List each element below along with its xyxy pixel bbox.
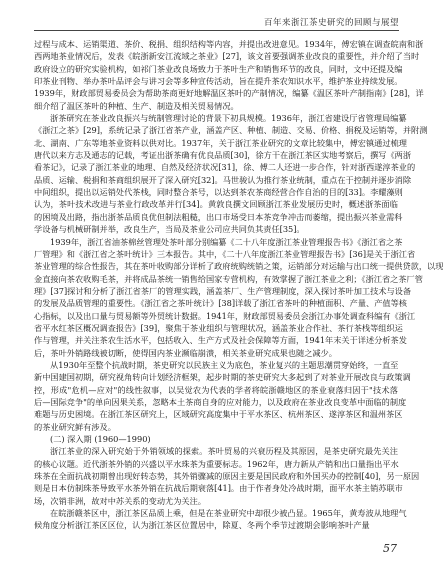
text-line: 作与管理，并关注茶农生活水平，包括收入、生产方式及社会保障等方面，1941年末关于详述分析茶发	[34, 335, 407, 346]
text-line: 细介绍了温区茶叶的种植、生产、制造及相关贸易情况。	[34, 100, 239, 111]
text-line: 从1930年至整个抗战时期，茶史研究以民族主义为底色，茶业复兴的主题思潮贯穿始终，一直至	[50, 359, 399, 370]
text-line: 心指标，以及出口量与贸易额等外贸统计数据。1941年，财政部贸易委员会浙江办事处调查科编有《浙江	[34, 310, 416, 321]
text-line: 茶业管理的综合性报告，其在茶叶收购部分详析了政府统购统销之策，运销部分对运输与出口统一提供贷款，以现	[34, 261, 443, 272]
text-line: 唐代以来方志及通志的记载，考证出浙茶确有优良品质[30]，徐方干在浙江茶区实地考察后，撰写《两浙	[34, 150, 412, 161]
page-number: 57	[383, 542, 397, 555]
text-line: 则是日本仿制珠茶导致平水茶外销在抗战后期衰落[41]。由于作者身处冷战时期，面平水茶主销苏联市	[34, 483, 403, 494]
text-line: 场，次销非洲，故对中苏关系的变动尤为关注。	[34, 495, 206, 506]
text-line: 学设备与机械研制并举，改良生产，当局及茶业公司应共同负其责任[35]。	[34, 224, 305, 235]
text-line: 的茶业研究鲜有涉及。	[34, 421, 116, 432]
text-line: 浙茶研究在茶业改良振兴与统制管理讨论的背景下初具规模。1936年，浙江省建设厅省管理局编纂	[50, 113, 407, 124]
text-line: 后，茶叶外销路线被切断，使得国内茶业濒临崩溃，相关茶业研究成果也随之减少。	[34, 347, 337, 358]
text-line: 北、湖南、广东等地茶业资料以供对比。1937年，关于浙江茶业研究的文章比较集中，傅宏镇通过梳理	[34, 137, 407, 148]
text-line: 难题与历史困境。在浙江茶区研究上，区域研究高度集中于平水茶区、杭州茶区、遂淳茶区和温州茶区	[34, 409, 403, 420]
text-line: 过程与成本、运销渠道、茶价、税捐、组织结构等内容，并提出改进意见。1934年，傅宏镇在调查皖南和浙	[34, 39, 424, 49]
text-line: 1939年，财政部贸易委员会为帮助茶商更好地解温区茶叶的产制情况，编纂《温区茶叶产制指南》[28]，详	[34, 88, 424, 99]
text-line: 的困境及出路，指出浙茶品质良优但制法粗糙，出口市场受日本茶竞争冲击而萎缩，提出振兴茶业需科	[34, 211, 403, 222]
text-line: 西两地茶业情况后，发表《皖浙新安江流域之茶业》[27]，该文首要强调茶业改良的重要性，并介绍了当时	[34, 51, 420, 62]
running-header: 百年来浙江茶史研究的回顾与展望	[263, 18, 399, 28]
text-line: 看茶记》，记录了浙江茶业的地理、自然及经济状况[31]，徐、傅二人还进一步合作，针对浙西遂淳茶业的	[34, 162, 416, 173]
text-line: 《浙江之茶》[29]，系统记录了浙江省茶产业，涵盖产区、种植、制造、交易、价格、捐税及运销等，并附测	[34, 125, 428, 136]
header-rule	[34, 30, 399, 31]
text-line: 印茶业刊物、举办茶叶品评会与讲习会等多种宣传活动，旨在提升茶农知识水平，维护茶业持续发展。	[34, 76, 403, 87]
text-line: 新中国建国初期，研究视角转向计划经济框架，起步时期的茶史研究大多起到了对茶业开展改良与政策调	[34, 372, 411, 383]
text-line: 理》[37]探讨和分析了浙江省茶厂的管理实践，涵盖茶厂、生产管理制度，深入探讨茶叶加工技术与设备	[34, 285, 412, 296]
text-line: 政府设立的研究实验机构，如祁门茶业改良场致力于茶叶生产和销售环节的改良，同时，文中还提及编	[34, 63, 403, 74]
text-line: 后—国际竞争"的单向因果关系，忽略本土茶商自身的应对能力，以及政府在茶业改良变革中面临的制度	[34, 396, 407, 407]
section-heading: (二) 深入期 (1960—1990)	[50, 434, 151, 444]
text-line: 的核心议题。近代浙茶外销的兴盛以平水珠茶为重要标志。1962年，唐力新从产销和出口量指出平水	[34, 458, 399, 469]
text-line: 认为，茶叶技术改进与茶业行政改革并行[34]。黄敦良撰文回顾浙江茶业发展历史时，概述浙茶面临	[34, 199, 398, 210]
text-line: 省平水红茶区概况调查报告》[39]，聚焦于茶业组织与管理状况，涵盖茶业合作社、茶行茶栈等组织运	[34, 322, 403, 333]
text-line: 候角度分析浙江茶区区位，认为浙江茶区位置居中，除夏、冬两个季节过渡期会影响茶叶产量	[34, 520, 370, 531]
text-line: 1939年，浙江省油茶棉丝管理处茶叶部分别编纂《二十八年度浙江茶业管理报告书》《浙江省之茶	[50, 236, 403, 247]
text-line: 浙江茶业的深入研究始于外销领域的探索。茶叶贸易的兴衰历程及其原因，是茶史研究最先关注	[50, 446, 398, 457]
text-line: 品质、运输、税捐和茶商组织展开了深入研究[32]。马世骏认为推行茶业统制，重点在于控制并逐步消除	[34, 174, 412, 185]
text-line: 金直接向茶农收购毛茶，并将成品茶统一销售给国家专营机构，有效掌握了浙江茶业之利；《浙江省之茶厂管	[34, 273, 423, 284]
text-line: 中间组织，提出以运销处代茶栈，同时整合茶号，以达到茶农茶商经营合作自治的目的[33]。李耀藻则	[34, 187, 403, 198]
text-line: 在皖浙赣茶区中，浙江茶区品质上乘，但是在茶业研究中却很少被凸显。1965年，黄寿波从地理气	[50, 508, 407, 519]
text-line: 厂管理》和《浙江省之茶叶统计》三本报告。其中，《二十八年度浙江茶业管理报告书》[36]是关于浙江省	[34, 248, 416, 259]
text-line: 珠茶在全面抗战初期曾出现好转态势，其外销骤减的原因主要是国民政府和外国买办的控制[40]，另一原因	[34, 471, 420, 482]
text-line: 控，形成"危机—应对"的线性叙事，以吴觉农为代表的学者将皖浙赣地区的茶业衰落归因于"技术落	[34, 384, 398, 395]
body-text	[34, 38, 443, 533]
text-line: 的发展及品质管理的重要性。《浙江省之茶叶统计》[38]详载了浙江省茶叶的种植面积、产量、产值等核	[34, 298, 407, 309]
